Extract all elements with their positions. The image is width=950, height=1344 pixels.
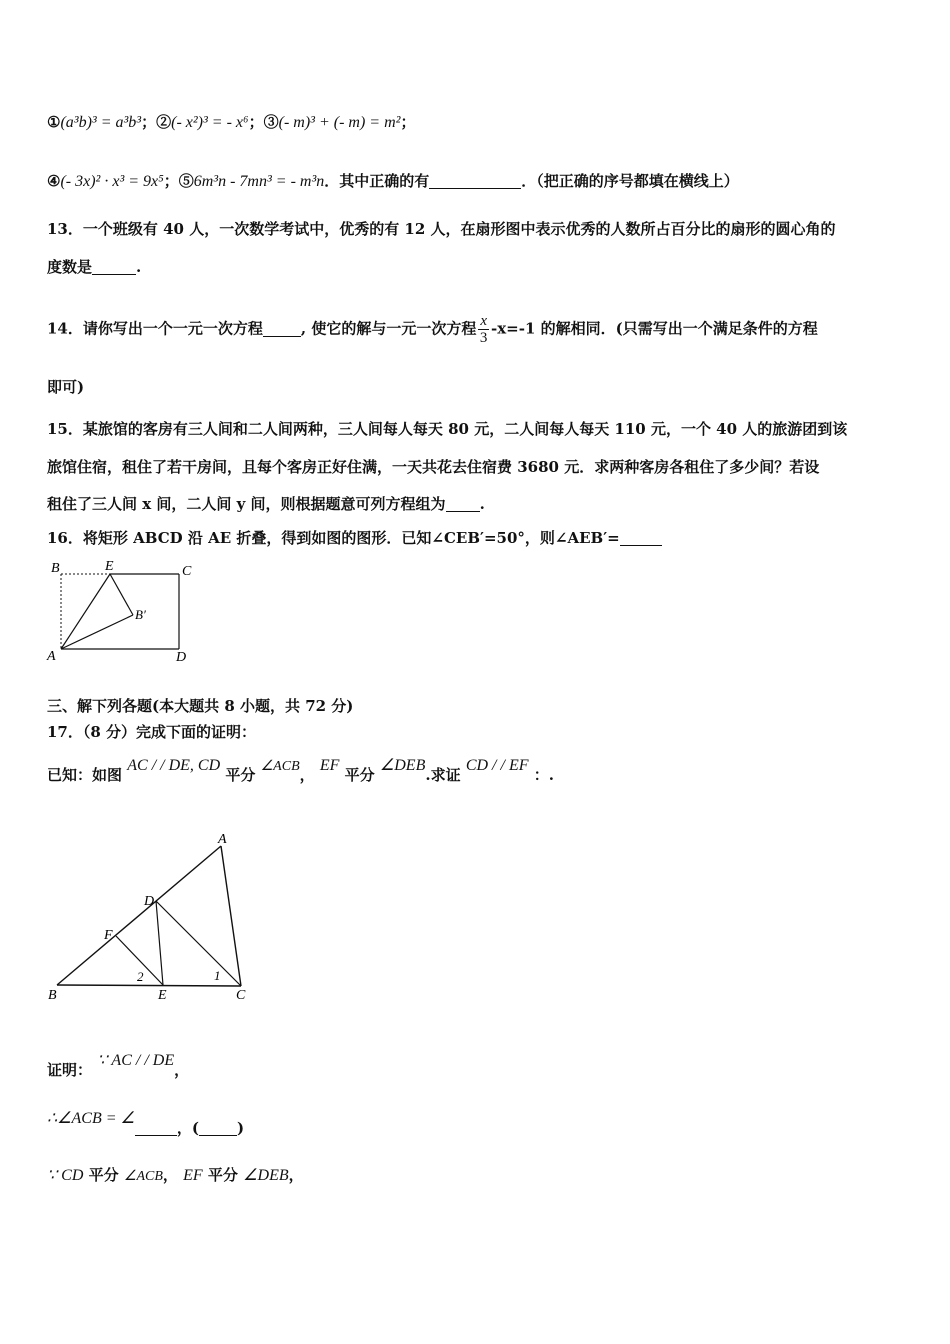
- q17-given-m1: AC / / DE, CD: [127, 757, 221, 774]
- q13-line1: 13．一个班级有 40 人，一次数学考试中，优秀的有 12 人，在扇形图中表示优秀的人数所占百分比的扇形的圆心角的: [47, 220, 836, 238]
- q17-label-c: C: [236, 988, 246, 1003]
- q14-answer-blank[interactable]: [263, 322, 301, 337]
- q12-sep3: ；: [400, 113, 416, 131]
- q12-answer-blank[interactable]: [429, 174, 521, 189]
- section3-title: 三、解下列各题(本大题共 8 小题，共 72 分): [47, 697, 354, 715]
- q16-label-bprime: B′: [135, 607, 146, 622]
- q12-tail2: ．（把正确的序号都填在横线上）: [521, 172, 739, 190]
- q17-given-m5: CD / / EF: [465, 757, 529, 774]
- q15-line2: 旅馆住宿，租住了若干房间，且每个客房正好住满，一天共花去住宿费 3680 元．求两种客房各租住了多少间？若设: [47, 458, 820, 476]
- q17-proof-t2: ，(: [176, 1119, 199, 1137]
- q17-angle2: 2: [137, 969, 144, 984]
- q12-expr2: (- x²)³ = - x⁶: [171, 114, 249, 131]
- q12-tail: ．其中正确的有: [324, 172, 430, 190]
- q12-line1: [47, 111, 415, 134]
- q17-segment-ac: [221, 846, 241, 986]
- q14-part1: 14．请你写出一个一元一次方程: [47, 319, 263, 338]
- q14-line2: 即可): [47, 378, 85, 396]
- q17-blank-reason[interactable]: [199, 1121, 237, 1136]
- q17-proof-line2: [47, 1110, 245, 1140]
- q17-label-f: F: [104, 928, 113, 943]
- q17-proof-m3b: ∠ACB: [123, 1169, 163, 1184]
- q17-given-prefix: 已知：如图: [47, 766, 123, 784]
- q16-label-d: D: [176, 650, 187, 665]
- q15-label: 租住了三人间 x 间，二人间 y 间，则根据题意可列方程组为: [47, 495, 446, 513]
- q12-e2-mark: ②: [156, 113, 172, 131]
- q12-line2: [47, 170, 739, 193]
- q16-answer-blank[interactable]: [620, 531, 662, 546]
- q15-line3: [47, 493, 485, 515]
- q17-proof-m3a: ∵ CD: [47, 1167, 84, 1184]
- q17-segment-dc: [156, 901, 241, 986]
- q17-figure: [40, 825, 260, 1010]
- q17-label-a: A: [218, 832, 227, 847]
- q14-fraction: [478, 313, 489, 346]
- q17-proof-m1: ∵ AC / / DE: [97, 1052, 175, 1069]
- q12-expr5: 6m³n - 7mn³ = - m³n: [193, 173, 325, 190]
- q14-part3: -x=-1 的解相同．(只需写出一个满足条件的方程: [491, 319, 818, 338]
- q17-given-t2: 平分: [344, 766, 375, 784]
- q12-expr1: (a³b)³ = a³b³: [60, 114, 142, 131]
- q17-proof-t2b: ): [237, 1119, 245, 1137]
- q17-given-m3: EF: [319, 757, 340, 774]
- q12-e3-mark: ③: [263, 113, 279, 131]
- q16-label-a: A: [47, 649, 56, 664]
- q17-proof-m3c: EF: [183, 1167, 203, 1184]
- q12-e5-mark: ⑤: [178, 172, 194, 190]
- q17-given: [47, 757, 554, 788]
- q17-label-d: D: [144, 894, 155, 909]
- q17-segment-bc: [57, 985, 241, 986]
- q16-text: [47, 527, 662, 549]
- q12-sep2: ；: [248, 113, 264, 131]
- q13-end: .: [136, 258, 142, 276]
- q13-answer-blank[interactable]: [92, 260, 136, 275]
- q14-frac-den: 3: [479, 330, 488, 346]
- q12-expr3: (- m)³ + (- m) = m²: [278, 114, 401, 131]
- q17-proof-t3b: 平分: [207, 1166, 238, 1184]
- q15-line1: 15．某旅馆的客房有三人间和二人间两种，三人间每人每天 80 元，二人间每人每天 110 元，一个 40 人的旅游团到该: [47, 420, 848, 438]
- q15-answer-blank[interactable]: [446, 497, 480, 512]
- q17-label-e: E: [158, 988, 167, 1003]
- q17-proof-line3: [47, 1164, 304, 1188]
- q12-expr4: (- 3x)² · x³ = 9x⁵: [60, 173, 164, 190]
- q17-title: 17．（8 分）完成下面的证明：: [47, 723, 257, 741]
- q16-label-c: C: [182, 564, 192, 579]
- q17-label-b: B: [48, 988, 57, 1003]
- q16-label-e: E: [105, 559, 114, 574]
- q17-segment-de: [156, 901, 163, 985]
- q17-given-c1: ，: [299, 766, 315, 784]
- q17-given-t3: .求证: [425, 766, 461, 784]
- q16-figure: [40, 558, 200, 666]
- q17-proof-prefix: 证明：: [47, 1061, 93, 1079]
- q17-proof-c3b: ，: [288, 1166, 304, 1184]
- q17-angle1: 1: [214, 968, 221, 983]
- q14-line1: [47, 313, 818, 346]
- q17-proof-c3: ，: [162, 1166, 178, 1184]
- q14-part2: , 使它的解与一元一次方程: [300, 319, 477, 338]
- q17-given-end: ：.: [533, 766, 554, 784]
- q12-e1-mark: ①: [47, 113, 61, 131]
- q12-sep4: ；: [163, 172, 179, 190]
- q14-frac-num: x: [480, 313, 488, 329]
- q16-edge-eb: [110, 574, 133, 615]
- q16-label-b: B: [51, 561, 60, 576]
- q17-blank-angle[interactable]: [135, 1121, 177, 1136]
- q17-given-m2: ∠ACB: [260, 759, 300, 774]
- q17-proof-c1: ，: [174, 1061, 190, 1079]
- q17-proof-m3d: ∠DEB: [243, 1167, 289, 1184]
- q12-sep1: ；: [141, 113, 157, 131]
- q13-label: 度数是: [47, 258, 93, 276]
- q17-proof-m2: ∴∠ACB = ∠: [47, 1110, 135, 1127]
- q16-label: 16．将矩形 ABCD 沿 AE 折叠，得到如图的图形．已知∠CEB′=50°，则∠AEB′=: [47, 529, 620, 547]
- q15-end: .: [479, 495, 485, 513]
- q17-proof-t3a: 平分: [88, 1166, 119, 1184]
- q17-proof-line1: [47, 1052, 190, 1082]
- q17-segment-ba: [57, 846, 221, 985]
- q13-line2: [47, 256, 141, 278]
- q17-given-t1: 平分: [225, 766, 256, 784]
- q12-e4-mark: ④: [47, 172, 61, 190]
- q17-given-m4: ∠DEB: [379, 757, 426, 774]
